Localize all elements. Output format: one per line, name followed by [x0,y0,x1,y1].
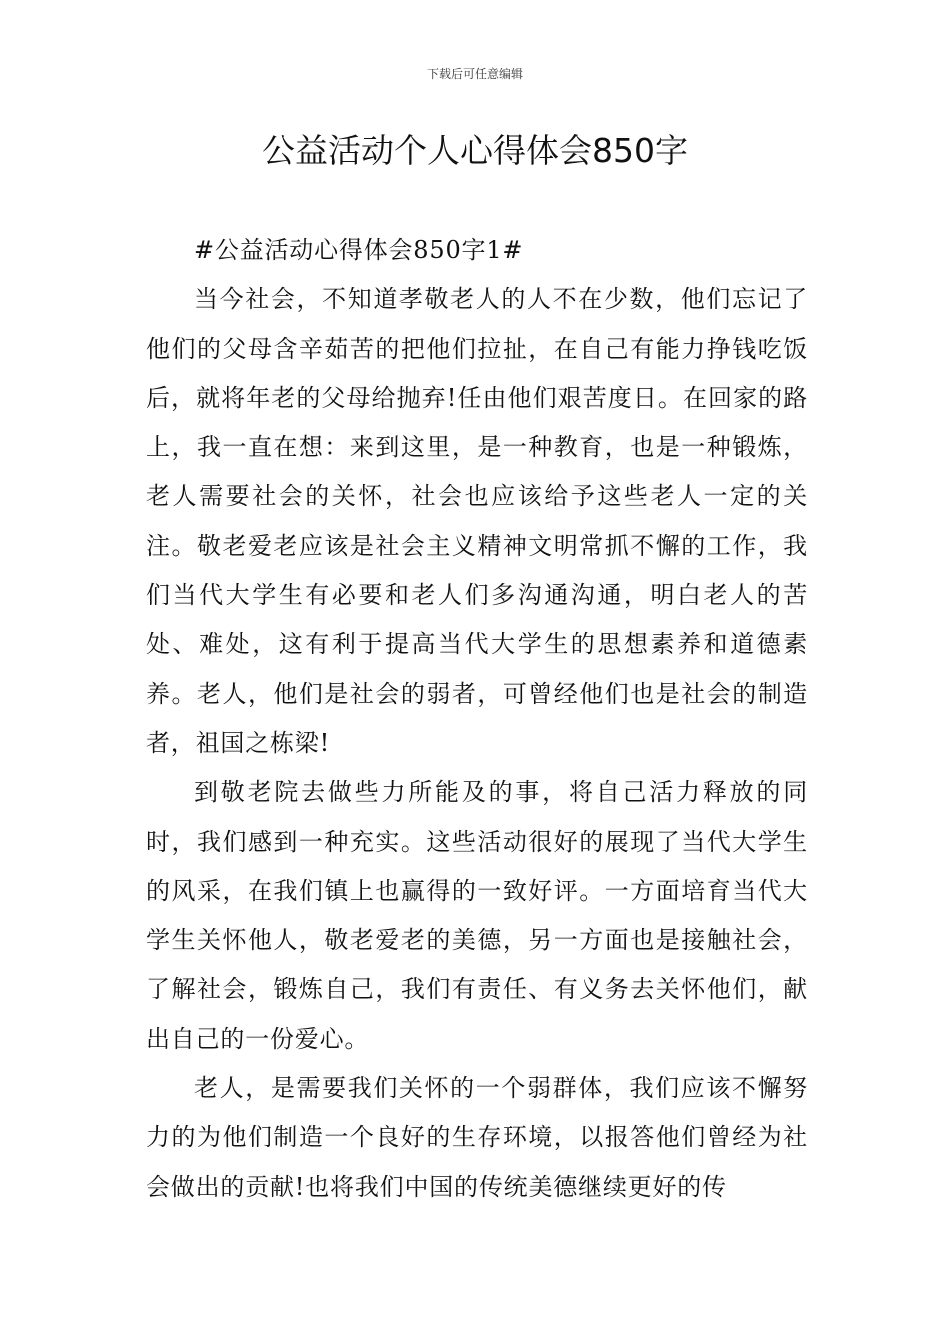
paragraph-3: 老人，是需要我们关怀的一个弱群体，我们应该不懈努力的为他们制造一个良好的生存环境，以报答他们曾经为社会做出的贡献!也将我们中国的传统美德继续更好的传 [146,1074,808,1201]
section-heading: #公益活动心得体会850字1# [194,236,524,264]
paragraph-1: 当今社会，不知道孝敬老人的人不在少数，他们忘记了他们的父母含辛茹苦的把他们拉扯，在自己有能力挣钱吃饭后，就将年老的父母给抛弃!任由他们艰苦度日。在回家的路上，我一直在想：来到这里，是一种教育，也是一种锻炼，老人需要社会的关怀，社会也应该给予这些老人一定的关注。敬老爱老应该是社会主义精神文明常抓不懈的工作，我们当代大学生有必要和老人们多沟通沟通，明白老人的苦处、难处，这有利于提高当代大学生的思想素养和道德素养。老人，他们是社会的弱者，可曾经他们也是社会的制造者，祖国之栋梁! [146,285,808,757]
document-body [146,226,808,1212]
document-title: 公益活动个人心得体会850字 [262,131,688,170]
header-note: 下载后可任意编辑 [426,67,523,81]
paragraph-2: 到敬老院去做些力所能及的事，将自己活力释放的同时，我们感到一种充实。这些活动很好的展现了当代大学生的风采，在我们镇上也赢得的一致好评。一方面培育当代大学生关怀他人，敬老爱老的美德，另一方面也是接触社会，了解社会，锻炼自己，我们有责任、有义务去关怀他们，献出自己的一份爱心。 [146,778,808,1053]
